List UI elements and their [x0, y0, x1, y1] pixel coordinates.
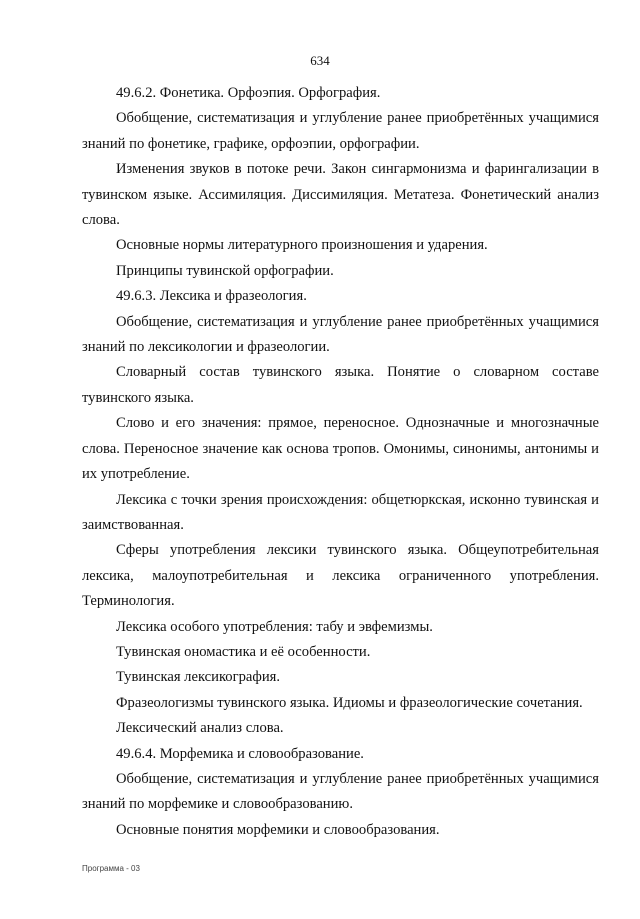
paragraph: Основные понятия морфемики и словообразования. — [116, 821, 440, 838]
paragraph: Словарный состав тувинского языка. Понятие о словарном составе тувинского языка. — [82, 364, 599, 406]
paragraph: Основные нормы литературного произношения и ударения. — [116, 237, 488, 254]
page-number: 634 — [310, 53, 330, 68]
paragraph: Тувинская ономастика и её особенности. — [116, 643, 371, 660]
section-heading-morphemics: 49.6.4. Морфемика и словообразование. — [116, 745, 364, 762]
paragraph: Тувинская лексикография. — [116, 669, 280, 686]
paragraph: Обобщение, систематизация и углубление ранее приобретённых учащимися знаний по лексикологии и фразеологии. — [82, 313, 599, 356]
paragraph: Лексический анализ слова. — [116, 720, 284, 737]
paragraph: Обобщение, систематизация и углубление ранее приобретённых учащимися знаний по фонетике, графике, орфоэпии, орфографии. — [82, 110, 599, 152]
document-body — [82, 81, 599, 843]
paragraph: Сферы употребления лексики тувинского языка. Общеупотребительная лексика, малоупотребительная и лексика ограниченного употребления. Терминология. — [82, 542, 599, 610]
paragraph: Слово и его значения: прямое, переносное. Однозначные и многозначные слова. Переносное значение как основа тропов. Омонимы, синонимы, антонимы и их употребление. — [82, 415, 599, 483]
paragraph: Лексика особого употребления: табу и эвфемизмы. — [116, 618, 433, 635]
paragraph: Фразеологизмы тувинского языка. Идиомы и фразеологические сочетания. — [116, 694, 583, 711]
section-heading-phonetics: 49.6.2. Фонетика. Орфоэпия. Орфография. — [116, 85, 381, 101]
paragraph: Принципы тувинской орфографии. — [116, 262, 334, 279]
paragraph: Изменения звуков в потоке речи. Закон сингармонизма и фарингализации в тувинском языке. Ассимиляция. Диссимиляция. Метатеза. Фонетический анализ слова. — [82, 161, 599, 229]
paragraph: Лексика с точки зрения происхождения: общетюркская, исконно тувинская и заимствованная. — [82, 491, 599, 533]
section-heading-lexicon: 49.6.3. Лексика и фразеология. — [116, 288, 307, 305]
page-footer: Программа - 03 — [82, 864, 140, 873]
paragraph: Обобщение, систематизация и углубление ранее приобретённых учащимися знаний по морфемике и словообразованию. — [82, 770, 599, 813]
